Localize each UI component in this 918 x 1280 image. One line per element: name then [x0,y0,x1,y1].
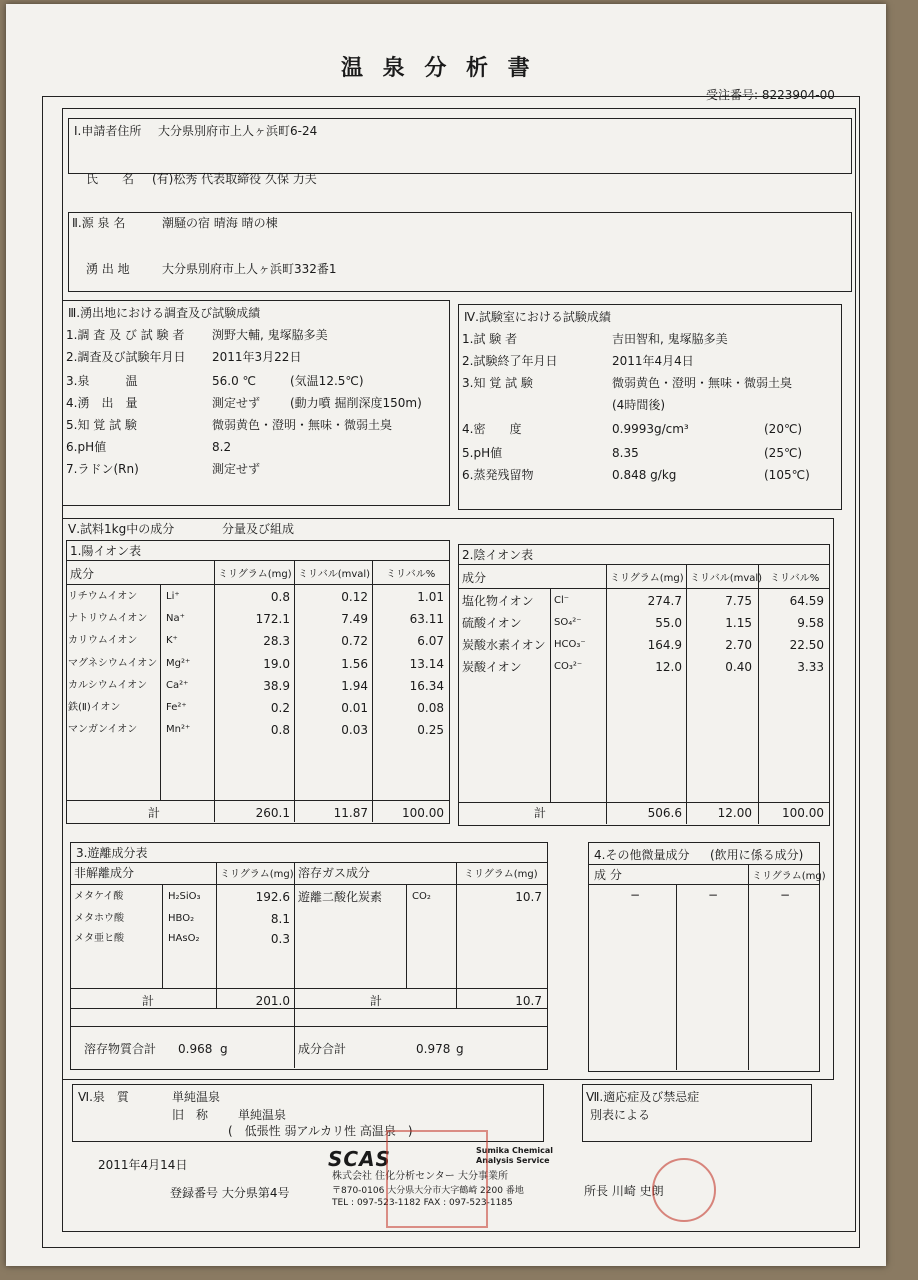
anion-pct: 64.59 [789,594,824,608]
order-number: 受注番号: 8223904-00 [706,88,835,102]
free-total-label: 計 [142,994,155,1008]
applicant-name-label: 氏 名 [86,172,135,186]
free-sym: HBO₂ [168,913,195,924]
cation-sym: Mg²⁺ [166,658,191,669]
free-col-2 [216,862,217,1008]
anion-pct: 3.33 [797,660,824,674]
free-sym: H₂SiO₃ [168,891,201,902]
cation-pct: 1.01 [417,590,444,604]
cation-col-1 [160,584,161,800]
cation-name: リチウムイオン [68,591,138,602]
free-col-4 [406,884,407,988]
other-value-3: − [780,888,791,902]
lab-label-5: 5.pH値 [462,446,503,460]
free-h-gas: 溶存ガス成分 [298,866,371,880]
survey-value-2: 2011年3月22日 [212,350,302,364]
cation-pct: 16.34 [409,679,444,693]
cation-col-4 [372,560,373,822]
anion-mg: 55.0 [655,616,682,630]
cation-mval: 0.72 [341,634,368,648]
anion-sym: CO₃²⁻ [554,661,583,672]
cation-mval: 7.49 [341,612,368,626]
survey-value-5: 微弱黄色・澄明・無味・微弱土臭 [212,418,393,432]
cation-heading: 1.陽イオン表 [70,544,142,558]
source-location: 大分県別府市上人ヶ浜町332番1 [162,262,337,276]
cation-name: ナトリウムイオン [68,613,148,624]
anion-heading: 2.陰イオン表 [462,548,534,562]
lab-heading: Ⅳ.試験室における試験成績 [464,310,611,324]
company-address: 〒870-0106 大分県大分市大字鶴崎 2200 番地 [332,1186,524,1196]
gas-sym: CO₂ [412,891,431,902]
anion-col-2 [606,564,607,824]
lab-value-3b: (4時間後) [612,398,665,412]
survey-value-1: 渕野大輔, 鬼塚脇多美 [212,328,328,342]
director-seal [652,1158,716,1222]
anion-mg: 12.0 [655,660,682,674]
lab-value-1: 吉田智和, 鬼塚脇多美 [612,332,728,346]
anion-mval: 7.75 [725,594,752,608]
lab-label-4: 4.密 度 [462,422,522,436]
anion-total-mval: 12.00 [717,806,752,820]
other-note: (飲用に係る成分) [710,848,804,862]
cation-name: マグネシウムイオン [68,658,158,669]
cation-mval: 0.12 [341,590,368,604]
quality-paren: ( 低張性 弱アルカリ性 高温泉 ) [228,1124,413,1138]
survey-label-5: 5.知 覚 試 験 [66,418,137,432]
free-rule-2 [70,884,548,885]
other-value-1: − [630,888,641,902]
cation-mg: 172.1 [255,612,290,626]
cation-h-mval: ミリバル(mval) [298,569,371,580]
cation-sym: Fe²⁺ [166,702,187,713]
gas-name: 遊離二酸化炭素 [298,890,383,904]
company-logo: SCAS [328,1147,391,1171]
company-seal [386,1130,488,1228]
registration-number: 登録番号 大分県第4号 [170,1186,290,1200]
company-tel: TEL : 097-523-1182 FAX : 097-523-1185 [332,1198,513,1208]
anion-table [458,544,830,826]
anion-col-4 [758,564,759,824]
applicant-address: 大分県別府市上人ヶ浜町6-24 [158,124,318,138]
cation-mval: 1.56 [341,657,368,671]
quality-value: 単純温泉 [172,1090,221,1104]
free-rule-4 [70,1026,548,1027]
company-name: 株式会社 住化分析センター 大分事業所 [332,1171,508,1182]
cation-h-pct: ミリバル% [386,569,436,580]
cation-sym: Ca²⁺ [166,680,189,691]
survey-value-3: 56.0 ℃ [212,374,257,388]
anion-mval: 1.15 [725,616,752,630]
other-heading: 4.その他微量成分 [594,848,690,862]
free-col-1 [162,884,163,988]
lab-label-2: 2.試験終了年月日 [462,354,558,368]
free-h-mg: ミリグラム(mg) [220,869,294,880]
other-rule-1 [588,864,820,865]
other-value-2: − [708,888,719,902]
anion-rule-2 [458,588,830,589]
anion-name: 炭酸水素イオン [462,638,546,652]
anion-pct: 22.50 [789,638,824,652]
source-name: 潮騒の宿 晴海 晴の棟 [162,216,278,230]
cation-h-mg: ミリグラム(mg) [218,569,292,580]
free-rule-5 [70,1008,548,1009]
cation-mval: 0.01 [341,701,368,715]
anion-col-1 [550,588,551,802]
lab-label-6: 6.蒸発残留物 [462,468,534,482]
free-heading: 3.遊離成分表 [76,846,148,860]
free-mg: 0.3 [270,932,290,946]
lab-label-3: 3.知 覚 試 験 [462,376,533,390]
source-heading: Ⅱ.源 泉 名 [72,216,126,230]
sum-unit: g [456,1042,464,1056]
survey-value-6: 8.2 [212,440,232,454]
quality-old-label: 旧 称 [172,1108,209,1122]
anion-mg: 274.7 [647,594,682,608]
survey-note-4: (動力噴 掘削深度150m) [290,396,422,410]
survey-heading: Ⅲ.湧出地における調査及び試験成績 [68,306,261,320]
anion-h-mg: ミリグラム(mg) [610,573,684,584]
cation-pct: 0.25 [417,723,444,737]
doc-title: 温 泉 分 析 書 [341,56,536,81]
source-location-label: 湧 出 地 [86,262,130,276]
free-mg: 192.6 [255,890,290,904]
free-name: メタケイ酸 [74,891,124,902]
anion-mval: 2.70 [725,638,752,652]
cation-sym: Li⁺ [166,591,180,602]
anion-name: 塩化物イオン [462,594,534,608]
components-subheading: 分量及び組成 [222,522,295,536]
sum-label: 成分合計 [298,1042,347,1056]
free-col-5 [456,862,457,1008]
cation-pct: 63.11 [409,612,444,626]
anion-pct: 9.58 [797,616,824,630]
lab-value-3: 微弱黄色・澄明・無味・微弱土臭 [612,376,793,390]
anion-sym: SO₄²⁻ [554,617,582,628]
dissolved-label: 溶存物質合計 [84,1042,157,1056]
free-h-nondis: 非解離成分 [74,866,135,880]
analysis-sheet [6,4,886,1266]
cation-pct: 6.07 [417,634,444,648]
anion-col-3 [686,564,687,824]
dissolved-unit: g [220,1042,228,1056]
other-h-comp: 成 分 [594,868,622,882]
sum-value: 0.978 [416,1042,451,1056]
anion-rule-1 [458,564,830,565]
director-name: 所長 川崎 史朗 [584,1184,664,1198]
survey-label-2: 2.調査及び試験年月日 [66,350,186,364]
logo-sub-2: Analysis Service [476,1156,550,1165]
survey-label-3: 3.泉 温 [66,374,138,388]
cation-total-label: 計 [148,806,161,820]
anion-name: 炭酸イオン [462,660,522,674]
cation-total-mval: 11.87 [333,806,368,820]
survey-label-6: 6.pH値 [66,440,107,454]
cation-mg: 0.2 [270,701,290,715]
free-total-mg: 201.0 [255,994,290,1008]
issue-date: 2011年4月14日 [98,1158,188,1172]
anion-mval: 0.40 [725,660,752,674]
cation-name: マンガンイオン [68,724,138,735]
lab-value-5: 8.35 [612,446,639,460]
quality-heading: Ⅵ.泉 質 [78,1090,129,1104]
anion-sym: HCO₃⁻ [554,639,586,650]
survey-value-4: 測定せず [212,396,261,410]
free-name: メタ亜ヒ酸 [74,933,124,944]
cation-mg: 28.3 [263,634,290,648]
survey-label-7: 7.ラドン(Rn) [66,462,139,476]
other-h-mg: ミリグラム(mg) [752,871,826,882]
cation-name: カリウムイオン [68,635,138,646]
cation-mg: 19.0 [263,657,290,671]
cation-rule-1 [66,560,450,561]
cation-rule-3 [66,800,450,801]
cation-mg: 38.9 [263,679,290,693]
cation-mg: 0.8 [270,590,290,604]
anion-rule-3 [458,802,830,803]
anion-h-pct: ミリバル% [770,573,820,584]
anion-total-mg: 506.6 [647,806,682,820]
free-col-3 [294,862,295,1068]
cation-sym: Na⁺ [166,613,185,624]
other-col-2 [748,864,749,1070]
cation-total-mg: 260.1 [255,806,290,820]
gas-mg: 10.7 [515,890,542,904]
free-name: メタホウ酸 [74,913,124,924]
free-rule-3 [70,988,548,989]
cation-mval: 1.94 [341,679,368,693]
cation-sym: Mn²⁺ [166,724,191,735]
indication-value: 別表による [590,1108,651,1122]
quality-old: 単純温泉 [238,1108,287,1122]
indication-heading: Ⅶ.適応症及び禁忌症 [586,1090,700,1104]
lab-label-1: 1.試 験 者 [462,332,518,346]
survey-label-1: 1.調 査 及 び 試 験 者 [66,328,185,342]
cation-sym: K⁺ [166,635,178,646]
cation-h-comp: 成分 [70,567,95,581]
free-sym: HAsO₂ [168,933,200,944]
anion-sym: Cl⁻ [554,595,570,606]
cation-col-3 [294,560,295,822]
cation-mval: 0.03 [341,723,368,737]
other-col-1 [676,884,677,1070]
lab-value-6: 0.848 g/kg [612,468,677,482]
free-rule-1 [70,862,548,863]
anion-mg: 164.9 [647,638,682,652]
free-h-mg2: ミリグラム(mg) [464,869,538,880]
anion-h-mval: ミリバル(mval) [690,573,763,584]
lab-note-4: (20℃) [764,422,803,436]
survey-value-7: 測定せず [212,462,261,476]
other-rule-2 [588,884,820,885]
dissolved-value: 0.968 [178,1042,213,1056]
anion-total-label: 計 [534,806,547,820]
cation-name: 鉄(Ⅱ)イオン [68,702,121,713]
anion-total-pct: 100.00 [782,806,824,820]
cation-col-2 [214,560,215,822]
survey-note-3: (気温12.5℃) [290,374,364,388]
anion-h-comp: 成分 [462,571,487,585]
cation-mg: 0.8 [270,723,290,737]
cation-total-pct: 100.00 [402,806,444,820]
cation-name: カルシウムイオン [68,680,148,691]
components-heading: Ⅴ.試料1kg中の成分 [68,522,175,536]
lab-value-4: 0.9993g/cm³ [612,422,689,436]
lab-note-6: (105℃) [764,468,810,482]
lab-note-5: (25℃) [764,446,803,460]
cation-pct: 13.14 [409,657,444,671]
free-mg: 8.1 [270,912,290,926]
applicant-name: (有)松秀 代表取締役 久保 力夫 [152,172,317,186]
gas-total: 10.7 [515,994,542,1008]
applicant-heading: Ⅰ.申請者住所 [74,124,142,138]
anion-name: 硫酸イオン [462,616,522,630]
logo-sub-1: Sumika Chemical [476,1146,553,1155]
lab-value-2: 2011年4月4日 [612,354,694,368]
gas-total-label: 計 [370,994,383,1008]
survey-label-4: 4.湧 出 量 [66,396,138,410]
cation-rule-2 [66,584,450,585]
cation-pct: 0.08 [417,701,444,715]
